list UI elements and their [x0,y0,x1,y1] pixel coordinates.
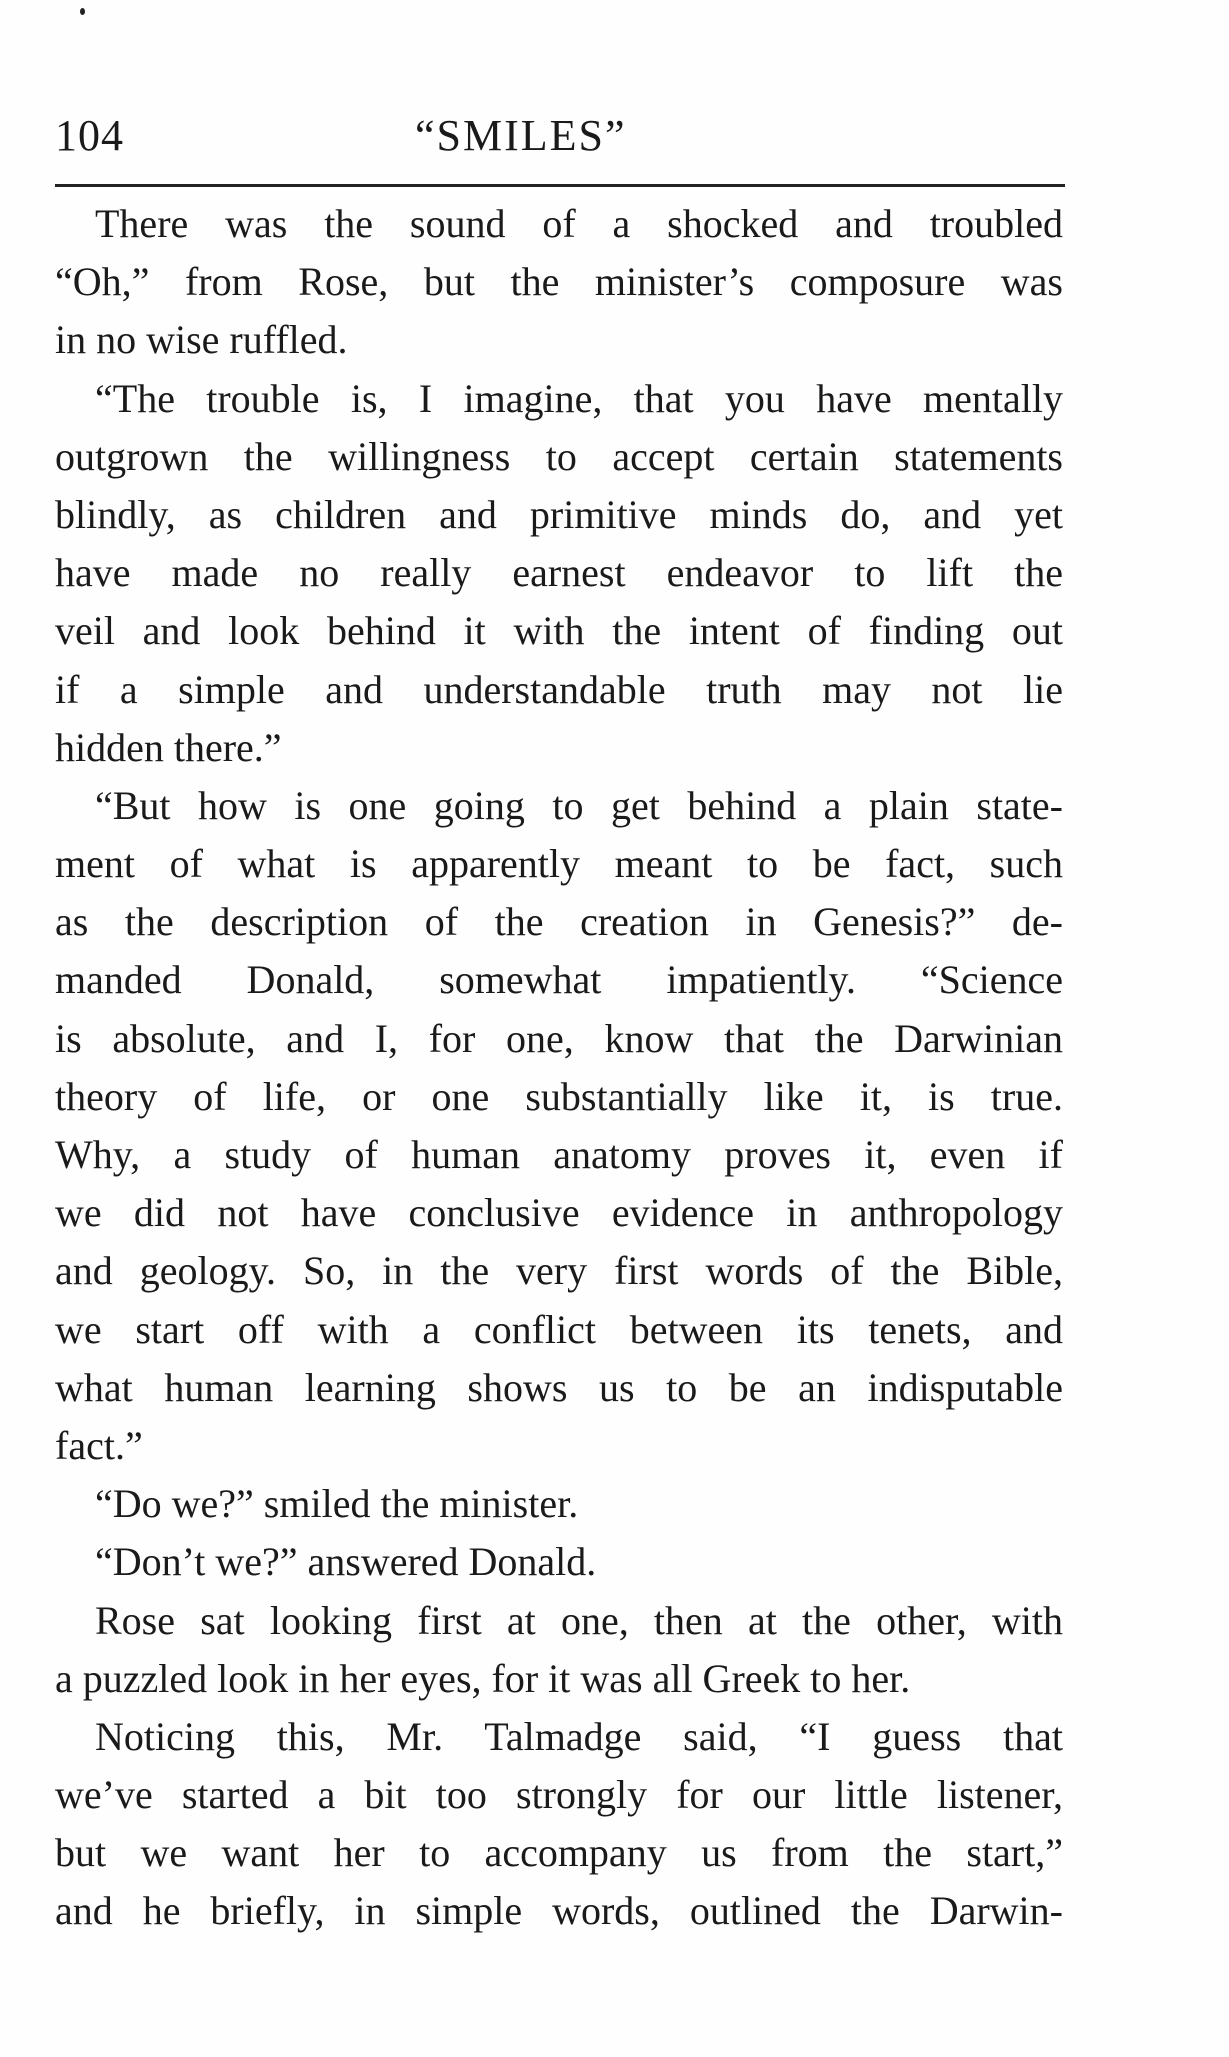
text-line: “Don’t we?” answered Donald. [95,1539,597,1585]
page-header [55,110,1065,170]
text-line: we start off with a conflict between its tenets, and [55,1306,1063,1352]
text-line: ment of what is apparently meant to be fact, such [55,841,1063,887]
header-rule [55,184,1065,187]
text-line: have made no really earnest endeavor to lift the [55,550,1063,596]
text-line: what human learning shows us to be an indisputable [55,1364,1063,1410]
text-line: fact.” [55,1422,143,1468]
text-line: and geology. So, in the very first words of the Bible, [55,1248,1063,1294]
text-line: we did not have conclusive evidence in anthropology [55,1190,1063,1236]
text-line: blindly, as children and primitive minds do, and yet [55,491,1063,537]
text-line: but we want her to accompany us from the start,” [55,1830,1063,1876]
text-line: in no wise ruffled. [55,317,348,363]
text-line: manded Donald, somewhat impatiently. “Science [55,957,1063,1003]
text-line: and he briefly, in simple words, outlined the Darwin- [55,1888,1063,1934]
text-line: There was the sound of a shocked and troubled [95,201,1063,246]
page-number: 104 [55,111,124,160]
text-line: Why, a study of human anatomy proves it, even if [55,1132,1063,1177]
body-text [55,195,1063,1941]
text-line: theory of life, or one substantially like it, is true. [55,1073,1063,1119]
text-line: “Oh,” from Rose, but the minister’s composure was [55,259,1063,305]
text-line: “But how is one going to get behind a plain state- [95,782,1063,828]
text-line: hidden there.” [55,724,282,770]
text-line: Noticing this, Mr. Talmadge said, “I guess that [95,1713,1063,1759]
text-line: Rose sat looking first at one, then at the other, with [95,1597,1063,1643]
text-line: outgrown the willingness to accept certain statements [55,433,1063,479]
text-line: a puzzled look in her eyes, for it was all Greek to her. [55,1655,911,1701]
ink-speck [80,8,85,15]
running-title: “SMILES” [415,111,627,160]
text-line: “The trouble is, I imagine, that you have mentally [95,375,1063,421]
text-line: as the description of the creation in Genesis?” de- [55,899,1063,945]
text-line: is absolute, and I, for one, know that the Darwinian [55,1015,1063,1061]
text-line: veil and look behind it with the intent of finding out [55,608,1063,654]
text-line: “Do we?” smiled the minister. [95,1481,579,1527]
text-line: if a simple and understandable truth may not lie [55,666,1063,712]
text-line: we’ve started a bit too strongly for our little listener, [55,1772,1063,1818]
